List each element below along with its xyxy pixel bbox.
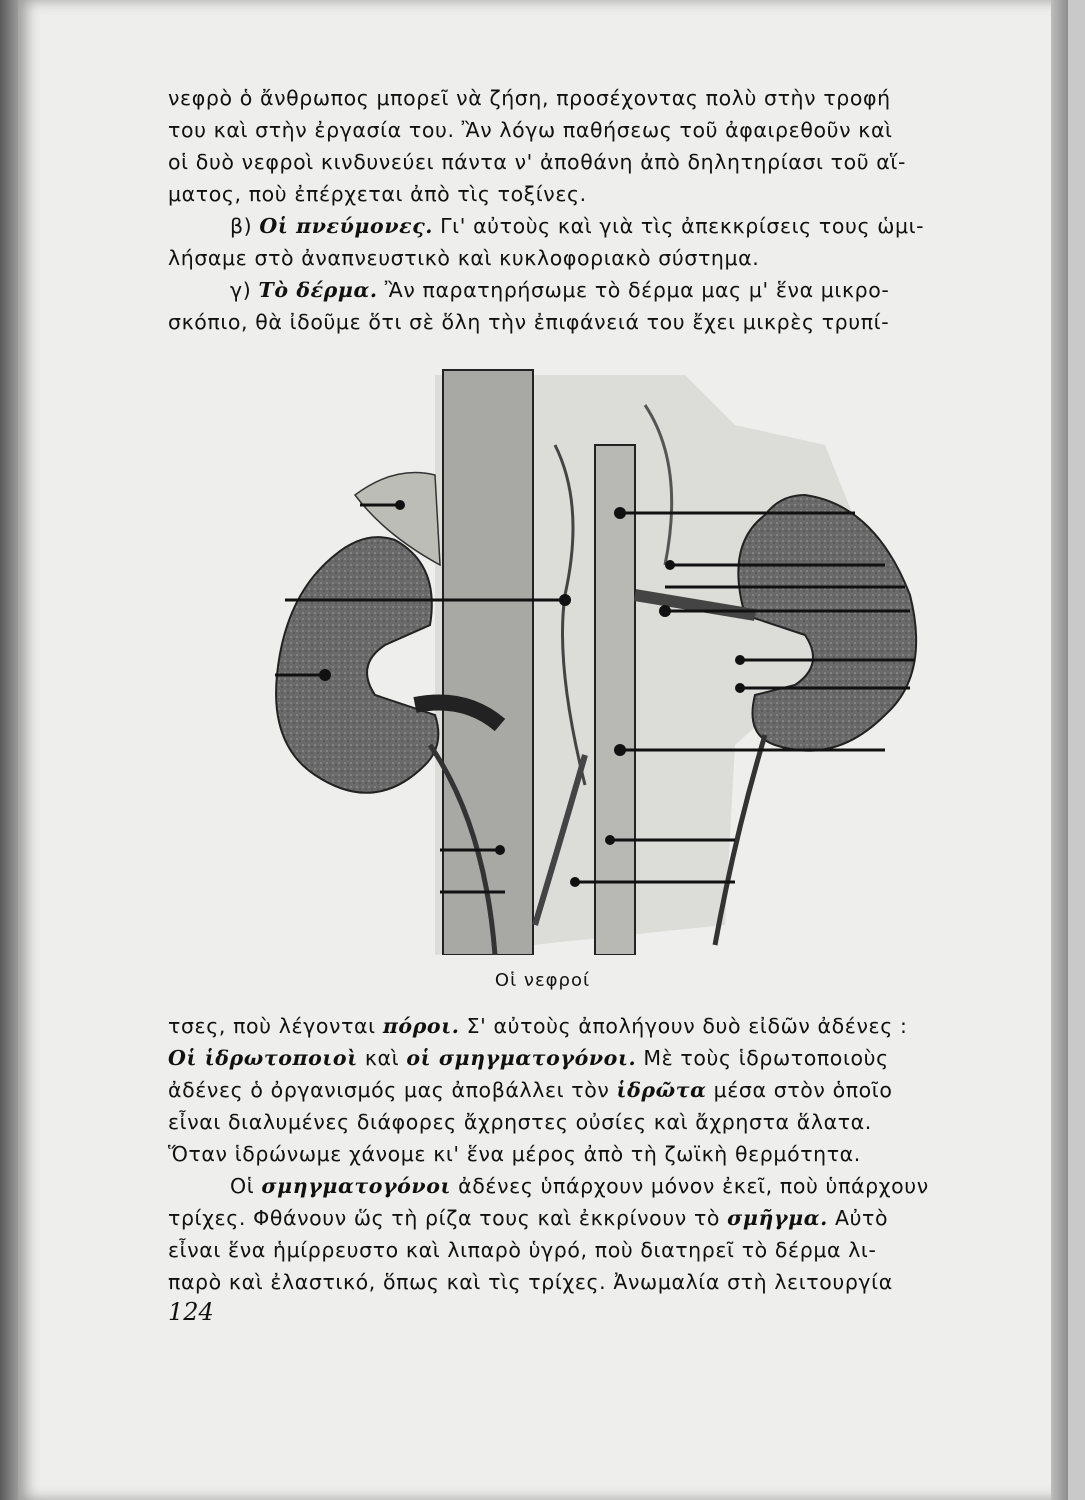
glands-line-3 <box>168 1074 1036 1106</box>
sebaceous-term: σμηγματογόνοι <box>261 1174 452 1198</box>
book-binding <box>0 0 18 1500</box>
text-run: τρίχες. Φθάνουν ὥς τὴ ρίζα τους καὶ ἐκκρίνουν τὸ <box>168 1206 721 1230</box>
page-edge <box>1051 0 1068 1500</box>
text-run: τσες, ποὺ λέγονται <box>168 1014 376 1038</box>
pores-term: πόροι. <box>382 1014 460 1038</box>
text-line: παρὸ καὶ ἐλαστικό, ὅπως καὶ τὶς τρίχες. Ἀνωμαλία στὴ λειτουργία <box>168 1270 893 1294</box>
text-run: Οἱ <box>230 1174 255 1198</box>
text-line: νεφρὸ ὁ ἄνθρωπος μπορεῖ νὰ ζήση, προσέχοντας πολὺ στὴν τροφή <box>168 86 891 110</box>
text-line: εἶναι διαλυμένες διάφορες ἄχρηστες οὐσίες καὶ ἄχρηστα ἅλατα. <box>168 1110 872 1134</box>
text-line: οἱ δυὸ νεφροὶ κινδυνεύει πάντα ν' ἀποθάνη ἀπὸ δηλητηρίασι τοῦ αἵ- <box>168 150 906 174</box>
sweat-glands-term: Οἱ ἱδρωτοποιοὶ <box>168 1046 358 1070</box>
text-run: Σ' αὐτοὺς ἀπολήγουν δυὸ εἰδῶν ἀδένες : <box>466 1014 908 1038</box>
text-line: σκόπιο, θὰ ἰδοῦμε ὅτι σὲ ὅλη τὴν ἐπιφάνειά του ἔχει μικρὲς τρυπί- <box>168 310 890 334</box>
sweat-term: ἱδρῶτα <box>616 1078 707 1102</box>
kidney-drawing <box>265 365 925 955</box>
text-run: ἀδένες ὁ ὀργανισμός μας ἀποβάλλει τὸν <box>168 1078 610 1102</box>
sebum-line-1 <box>168 1170 1036 1202</box>
lungs-paragraph-line <box>168 210 1036 242</box>
kidney-illustration <box>265 365 925 955</box>
text-run: ἀδένες ὑπάρχουν μόνον ἐκεῖ, ποὺ ὑπάρχουν <box>458 1174 929 1198</box>
skin-term: Τὸ δέρμα. <box>258 278 378 302</box>
lungs-text: Γι' αὐτοὺς καὶ γιὰ τὶς ἀπεκκρίσεις τους ὡμι- <box>440 214 925 238</box>
text-line: του καὶ στὴν ἐργασία του. Ἂν λόγω παθήσεως τοῦ ἀφαιρεθοῦν καὶ <box>168 118 893 142</box>
skin-text: Ἂν παρατηρήσωμε τὸ δέρμα μας μ' ἕνα μικρο- <box>384 278 890 302</box>
page-number: 124 <box>168 1298 214 1326</box>
figure-caption: Οἱ νεφροί <box>494 970 591 991</box>
sebum-term: σμῆγμα. <box>727 1206 828 1230</box>
sebum-line-2 <box>168 1202 1036 1234</box>
text-line: εἶναι ἕνα ἡμίρρευστο καὶ λιπαρὸ ὑγρό, ποὺ διατηρεῖ τὸ δέρμα λι- <box>168 1238 877 1262</box>
glands-line-1 <box>168 1010 1036 1042</box>
bottom-text-block <box>168 1010 1036 1298</box>
text-line: ματος, ποὺ ἐπέρχεται ἀπὸ τὶς τοξίνες. <box>168 182 587 206</box>
text-line: λήσαμε στὸ ἀναπνευστικὸ καὶ κυκλοφοριακὸ σύστημα. <box>168 246 760 270</box>
text-run: μέσα στὸν ὁποῖο <box>713 1078 893 1102</box>
text-run: Μὲ τοὺς ἱδρωτοποιοὺς <box>643 1046 889 1070</box>
skin-marker: γ) <box>230 278 252 302</box>
lungs-marker: β) <box>230 214 253 238</box>
skin-paragraph-line <box>168 274 1036 306</box>
text-run: Αὐτὸ <box>834 1206 889 1230</box>
glands-line-2 <box>168 1042 1036 1074</box>
lungs-term: Οἱ πνεύμονες. <box>259 214 434 238</box>
text-run: καὶ <box>364 1046 400 1070</box>
top-text-block <box>168 82 1036 338</box>
sebaceous-glands-term: οἱ σμηγματογόνοι. <box>406 1046 637 1070</box>
text-line: Ὅταν ἱδρώνωμε χάνομε κι' ἕνα μέρος ἀπὸ τὴ ζωϊκὴ θερμότητα. <box>168 1142 861 1166</box>
